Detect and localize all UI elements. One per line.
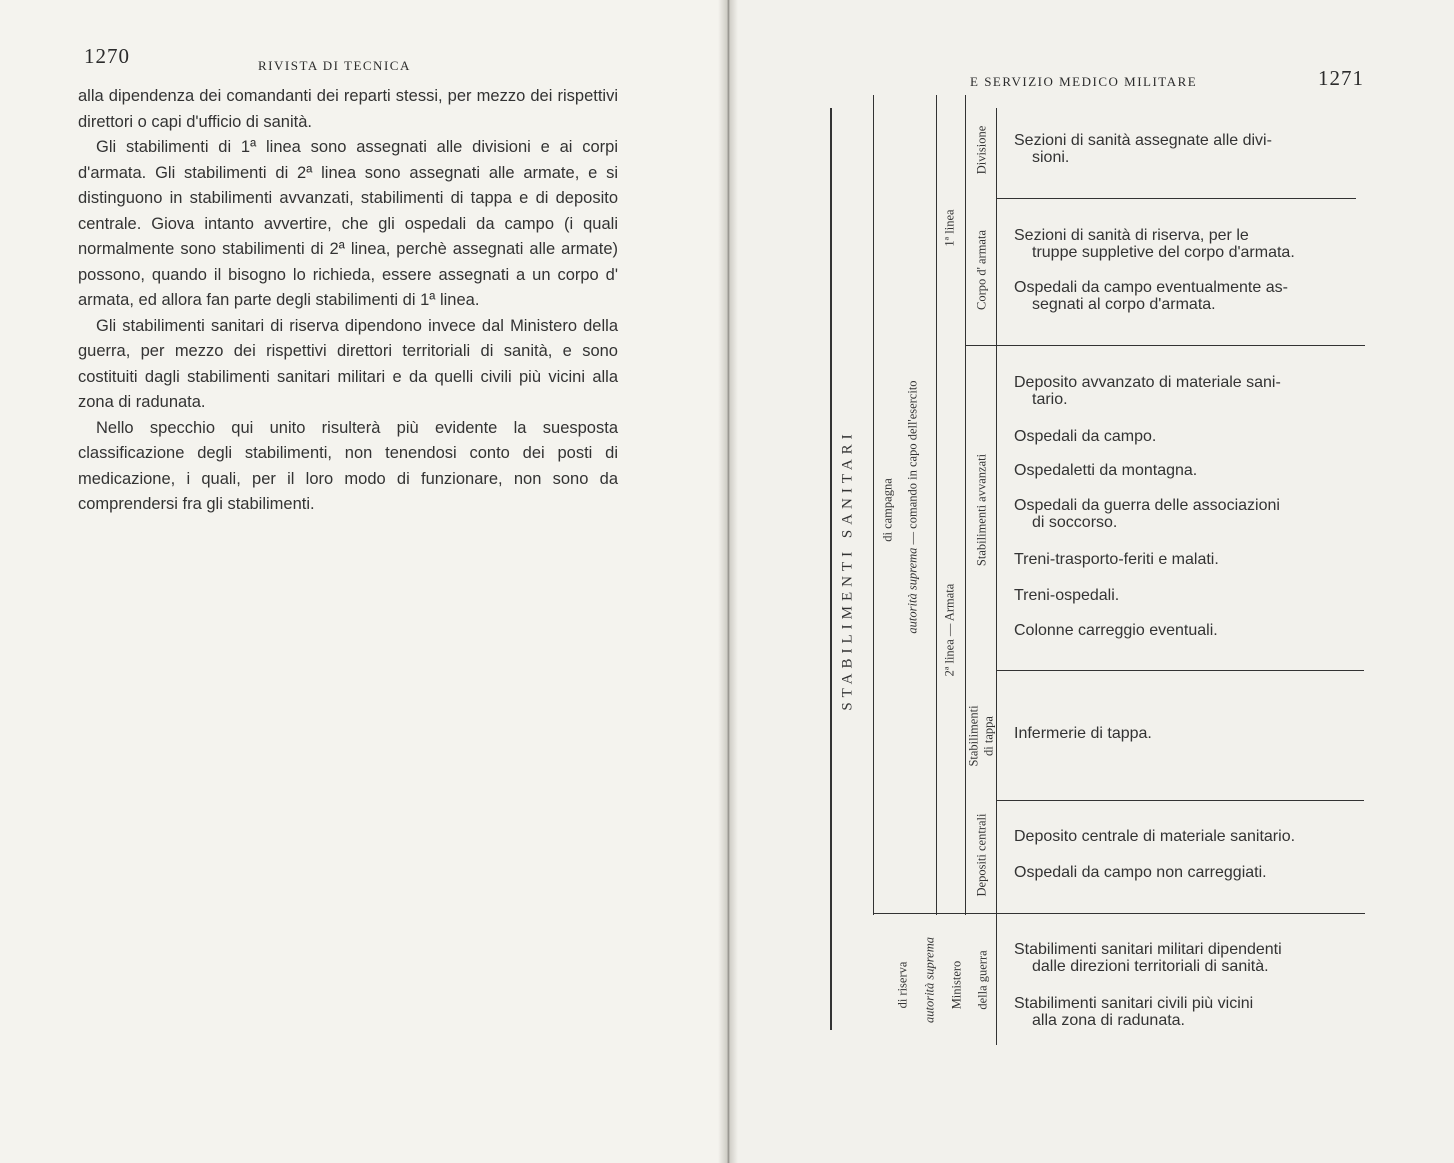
label-riserva-authority: autorità suprema: [922, 937, 937, 1023]
entry-line: Ospedali da campo non carreggiati.: [1014, 864, 1267, 881]
entry-line: Ospedali da campo eventualmente as-: [1014, 279, 1288, 296]
rule-riserva: [996, 915, 997, 1045]
entry-line: di soccorso.: [1032, 514, 1118, 531]
entry-line: dalle direzioni territoriali di sanità.: [1032, 958, 1269, 975]
entry-line: Colonne carreggio eventuali.: [1014, 622, 1218, 639]
entry-corpo-2: [1014, 279, 1364, 313]
label-campagna-authority: [906, 380, 921, 633]
rule-linea2-units: [996, 345, 997, 915]
entry-line: Ospedali da campo.: [1014, 428, 1157, 445]
entry-avvanzati-3: [1014, 462, 1364, 479]
entry-line: truppe suppletive del corpo d'armata.: [1032, 244, 1295, 261]
entry-depositi-2: [1014, 864, 1364, 881]
book-gutter: [718, 0, 738, 1163]
label-stabilimenti-tappa-1: Stabilimenti: [966, 705, 981, 767]
rule-linea1-units: [996, 108, 997, 345]
label-stabilimenti-tappa-2: di tappa: [981, 716, 996, 756]
entry-tappa-1: [1014, 725, 1364, 742]
label-stabilimenti-avvanzati: Stabilimenti avvanzati: [974, 453, 989, 567]
rule-linea1: [965, 95, 966, 345]
entry-avvanzati-6: [1014, 587, 1364, 604]
entry-line: Ospedali da guerra delle associazioni: [1014, 497, 1280, 514]
paragraph-2: Gli stabilimenti di 1ª linea sono assegnati alle divisioni e ai corpi d'armata. Gli stabilimenti di 2ª linea sono assegnati alle armate, e si distinguono in stabilimenti avvanzati, stabilimenti di tappa e di deposito centrale. Giova intanto avvertire, che gli ospedali da campo (i quali normalmente sono stabilimenti di 2ª linea, perchè assegnati alle armate) possono, quando il bisogno lo richieda, essere assegnati a un corpo d' armata, ed allora fan parte degli stabilimenti di 1ª linea.: [78, 138, 618, 309]
rule-h-tappa: [996, 800, 1364, 801]
entry-line: tario.: [1032, 391, 1068, 408]
rule-h-avvanzati: [996, 670, 1364, 671]
entry-avvanzati-1: [1014, 374, 1364, 408]
paragraph-1: alla dipendenza dei comandanti dei reparti stessi, per mezzo dei rispettivi direttori o capi d'ufficio di sanità.: [78, 87, 618, 131]
label-stabilimenti-sanitari: STABILIMENTI SANITARI: [839, 429, 856, 711]
right-page: [728, 0, 1454, 1163]
page-number-right: 1271: [1318, 66, 1364, 90]
entry-line: Sezioni di sanità di riserva, per le: [1014, 227, 1249, 244]
entry-corpo-1: [1014, 227, 1364, 261]
entry-line: segnati al corpo d'armata.: [1032, 296, 1216, 313]
label-divisione: Divisione: [974, 125, 989, 175]
entry-line: Deposito avvanzato di materiale sani-: [1014, 374, 1281, 391]
entry-avvanzati-7: [1014, 622, 1364, 639]
entry-divisione-1: [1014, 132, 1364, 166]
rule-h-campagna: [873, 913, 1365, 914]
entry-avvanzati-4: [1014, 497, 1364, 531]
label-campagna-authority-italic: autorità suprema: [905, 547, 920, 634]
rule-campagna-authority: [936, 95, 937, 915]
label-1-linea: 1ª linea: [942, 209, 957, 247]
page-number-left: 1270: [84, 44, 130, 68]
entry-line: Stabilimenti sanitari civili più vicini: [1014, 995, 1254, 1012]
entry-depositi-1: [1014, 828, 1364, 845]
label-2-linea-armata: 2ª linea — Armata: [942, 583, 957, 677]
running-head-right: E SERVIZIO MEDICO MILITARE: [970, 74, 1198, 89]
entry-line: alla zona di radunata.: [1032, 1012, 1185, 1029]
label-della-guerra: della guerra: [975, 950, 990, 1010]
entry-line: Infermerie di tappa.: [1014, 725, 1152, 742]
entry-avvanzati-2: [1014, 428, 1364, 445]
rule-linea2: [965, 345, 966, 915]
label-depositi-centrali: Depositi centrali: [974, 813, 989, 897]
label-corpo-armata: Corpo d' armata: [974, 229, 989, 311]
entry-line: Treni-trasporto-feriti e malati.: [1014, 551, 1219, 568]
label-di-riserva: di riserva: [895, 961, 910, 1009]
paragraph-3: Gli stabilimenti sanitari di riserva dipendono invece dal Ministero della guerra, per mezzo dei rispettivi direttori territoriali di sanità, e sono costituiti dagli stabilimenti sanitari militari e da quelli civili più vicini alla zona di radunata.: [78, 316, 618, 411]
rule-campagna: [873, 95, 874, 915]
entry-avvanzati-5: [1014, 551, 1364, 568]
entry-line: Deposito centrale di materiale sanitario.: [1014, 828, 1296, 845]
entry-riserva-2: [1014, 995, 1364, 1029]
entry-line: Treni-ospedali.: [1014, 587, 1120, 604]
label-campagna-authority-rest: — comando in capo dell'esercito: [905, 380, 920, 548]
running-head-left: RIVISTA DI TECNICA: [258, 58, 411, 73]
paragraph-4: Nello specchio qui unito risulterà più evidente la suesposta classificazione degli stabilimenti, non tenendosi conto dei posti di medicazione, i quali, per il loro modo di funzionare, non sono da comprendersi fra gli stabilimenti.: [78, 418, 618, 513]
entry-line: sioni.: [1032, 149, 1070, 166]
entry-line: Sezioni di sanità assegnate alle divi-: [1014, 132, 1272, 149]
label-ministero: Ministero: [949, 960, 964, 1010]
entry-line: Stabilimenti sanitari militari dipendenti: [1014, 941, 1282, 958]
body-text: [78, 84, 618, 518]
label-di-campagna: di campagna: [880, 478, 895, 542]
entry-line: Ospedaletti da montagna.: [1014, 462, 1198, 479]
rule-h-linea1: [965, 345, 1365, 346]
rule-h-divisione: [996, 198, 1356, 199]
rule-main: [830, 108, 832, 1030]
entry-riserva-1: [1014, 941, 1364, 975]
